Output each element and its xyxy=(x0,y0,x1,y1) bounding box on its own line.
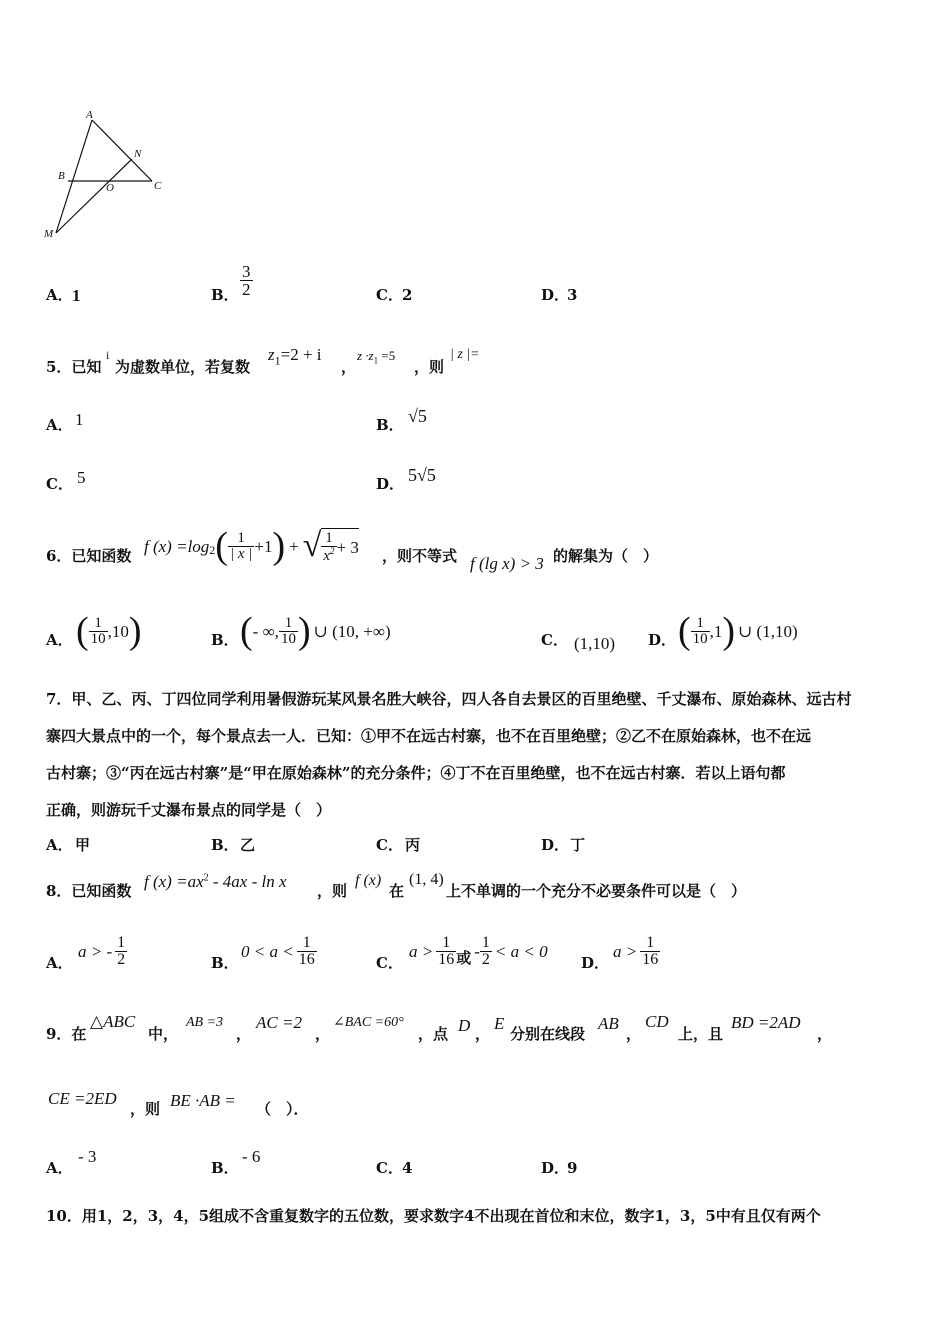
q9-bd: BD =2AD xyxy=(731,1013,801,1032)
q6-function: f (x) =log $_2$ ( $\frac{1}{| x |}$ +1 ) + √ $\frac{1}{x^2}$ + 3 xyxy=(144,525,359,567)
q8-function: f $(x) =ax^2 - 4ax - \ln x$ xyxy=(144,872,287,891)
q6-option-c-label: C． xyxy=(541,631,568,649)
q8-interval: (1, 4) xyxy=(409,871,444,888)
q6-inequality: f (lg x) > 3 xyxy=(470,554,544,573)
q4-option-d-label: D． xyxy=(541,286,570,304)
q7-option-c-value: 丙 xyxy=(405,836,421,854)
q5-option-a-label: A． xyxy=(46,416,73,434)
q5-option-b-value: √5 xyxy=(408,406,427,426)
q9-ce: CE =2ED xyxy=(48,1089,117,1108)
q6-option-b-label: B． xyxy=(211,631,239,649)
q5-option-c-value: 5 xyxy=(77,468,86,487)
q9-point-e: E xyxy=(494,1014,505,1033)
q4-option-a-label: A． xyxy=(46,286,73,304)
label-n: N xyxy=(134,148,142,160)
label-m: M xyxy=(44,228,54,240)
q9-option-b-value: - 6 xyxy=(242,1147,261,1166)
q5-abs-z: | z |= xyxy=(450,347,480,362)
q4-option-b-fraction: $\frac{3}{2}$ xyxy=(242,262,251,299)
q9-option-b-label: B． xyxy=(211,1159,239,1177)
q7-option-d-value: 丁 xyxy=(570,836,586,854)
q9-comma-5: ， xyxy=(817,1025,833,1043)
q5-option-d-value: 5√5 xyxy=(408,465,436,485)
q9-comma-4: ， xyxy=(626,1025,642,1043)
q4-option-d-value: 3 xyxy=(567,286,578,304)
q4-option-c-label: C． xyxy=(376,286,403,304)
q9-seg-ab: AB xyxy=(598,1014,619,1033)
q9-dot-product: BE ·AB = xyxy=(170,1091,236,1110)
q9-option-a-value: - 3 xyxy=(78,1147,97,1166)
q9-seg-cd: CD xyxy=(645,1012,669,1031)
q7-option-a-label: A． xyxy=(46,836,73,854)
q9-text-3: ，点 xyxy=(418,1025,449,1043)
q5-product: $z \cdot z_1 =5$ xyxy=(357,348,396,366)
q9-text-1: 9．在 xyxy=(46,1025,87,1043)
triangle-figure xyxy=(40,105,180,245)
label-b: B xyxy=(58,170,65,182)
q8-option-c-label: C． xyxy=(376,954,403,972)
q9-comma-3: ， xyxy=(475,1025,491,1043)
q9-text-6: ，则 xyxy=(130,1100,161,1118)
q9-ac: AC =2 xyxy=(256,1013,302,1032)
q9-text-5: 上，且 xyxy=(678,1025,724,1043)
q8-text-3: 在 xyxy=(389,882,405,900)
q8-text-2: ，则 xyxy=(317,882,348,900)
q7-option-b-label: B． xyxy=(211,836,239,854)
q9-text-7: （ ）． xyxy=(256,1100,309,1118)
label-a: A xyxy=(86,109,93,121)
q10-line-1: 10．用1，2，3，4，5组成不含重复数字的五位数，要求数字4不出现在首位和末位，数字1，3，5中有且仅有两个 xyxy=(46,1207,821,1225)
q9-comma-2: ， xyxy=(315,1025,331,1043)
q9-option-c-value: 4 xyxy=(402,1159,413,1177)
q8-option-b-value: 0 < a < $\frac{1}{16}$ xyxy=(241,933,315,968)
q8-text-1: 8．已知函数 xyxy=(46,882,132,900)
q6-text-1: 6．已知函数 xyxy=(46,547,132,565)
q9-triangle: △ABC xyxy=(90,1012,136,1031)
q7-option-b-value: 乙 xyxy=(240,836,256,854)
q4-option-c-value: 2 xyxy=(402,286,413,304)
q6-option-a-value: ( $\frac{1}{10}$ ,10 ) xyxy=(76,610,142,652)
q8-option-c-value: a > $\frac{1}{16}$ 或 - $\frac{1}{2}$ < a < 0 xyxy=(409,933,548,968)
q4-option-a-value: 1 xyxy=(72,286,81,305)
q8-option-a-label: A． xyxy=(46,954,73,972)
q7-line-3: 古村寨；③“丙在远古村寨”是“甲在原始森林”的充分条件；④丁不在百里绝壁，也不在远古村寨．若以上语句都 xyxy=(46,764,786,782)
q5-option-d-label: D． xyxy=(376,475,405,493)
q7-option-a-value: 甲 xyxy=(75,836,91,854)
label-c: C xyxy=(154,180,162,192)
q6-option-c-value: (1,10) xyxy=(574,634,616,653)
q9-option-c-label: C． xyxy=(376,1159,403,1177)
q5-text-3: ，则 xyxy=(414,358,445,376)
q5-i: i xyxy=(106,348,110,362)
label-o: O xyxy=(106,182,114,194)
q8-option-d-value: a > $\frac{1}{16}$ xyxy=(613,933,659,968)
q8-option-b-label: B． xyxy=(211,954,239,972)
q9-ab: AB =3 xyxy=(186,1015,224,1030)
q7-option-d-label: D． xyxy=(541,836,570,854)
q8-text-4: 上不单调的一个充分不必要条件可以是（ ） xyxy=(446,882,747,900)
q7-line-4: 正确，则游玩千丈瀑布景点的同学是（ ） xyxy=(46,801,332,819)
q5-option-b-label: B． xyxy=(376,416,404,434)
q6-text-3: 的解集为（ ） xyxy=(553,547,659,565)
q9-option-a-label: A． xyxy=(46,1159,73,1177)
q9-option-d-label: D． xyxy=(541,1159,570,1177)
q7-line-2: 寨四大景点中的一个，每个景点去一人．已知：①甲不在远古村寨，也不在百里绝壁；②乙不在原始森林，也不在远 xyxy=(46,727,812,745)
q9-comma-1: ， xyxy=(236,1025,252,1043)
q9-text-2: 中， xyxy=(148,1025,179,1043)
q5-comma: ， xyxy=(341,358,357,376)
q5-z1: $z_1=2 + i$ xyxy=(268,345,322,368)
q6-text-2: ，则不等式 xyxy=(382,547,458,565)
q5-text-1: 5．已知 xyxy=(46,358,102,376)
q7-line-1: 7．甲、乙、丙、丁四位同学利用暑假游玩某风景名胜大峡谷，四人各自去景区的百里绝壁、千丈瀑布、原始森林、远古村 xyxy=(46,690,852,708)
q5-text-2: 为虚数单位，若复数 xyxy=(115,358,251,376)
q5-option-c-label: C． xyxy=(46,475,73,493)
edge-a-c xyxy=(92,120,152,181)
q6-option-d-label: D． xyxy=(648,631,677,649)
q9-point-d: D xyxy=(458,1016,471,1035)
q9-angle: ∠BAC =60° xyxy=(333,1015,404,1030)
q4-option-b-label: B． xyxy=(211,286,239,304)
q5-option-a-value: 1 xyxy=(75,410,84,429)
q6-option-a-label: A． xyxy=(46,631,73,649)
q6-option-d-value: ( $\frac{1}{10}$ ,1 ) ∪ (1,10) xyxy=(678,610,798,652)
q8-option-d-label: D． xyxy=(581,954,610,972)
q8-f: f (x) xyxy=(355,872,382,889)
q6-option-b-value: ( - ∞, $\frac{1}{10}$ ) ∪ (10, +∞) xyxy=(240,610,391,652)
q9-option-d-value: 9 xyxy=(567,1159,578,1177)
q7-option-c-label: C． xyxy=(376,836,403,854)
q9-text-4: 分别在线段 xyxy=(510,1025,586,1043)
q8-option-a-value: a > - $\frac{1}{2}$ xyxy=(78,933,126,968)
